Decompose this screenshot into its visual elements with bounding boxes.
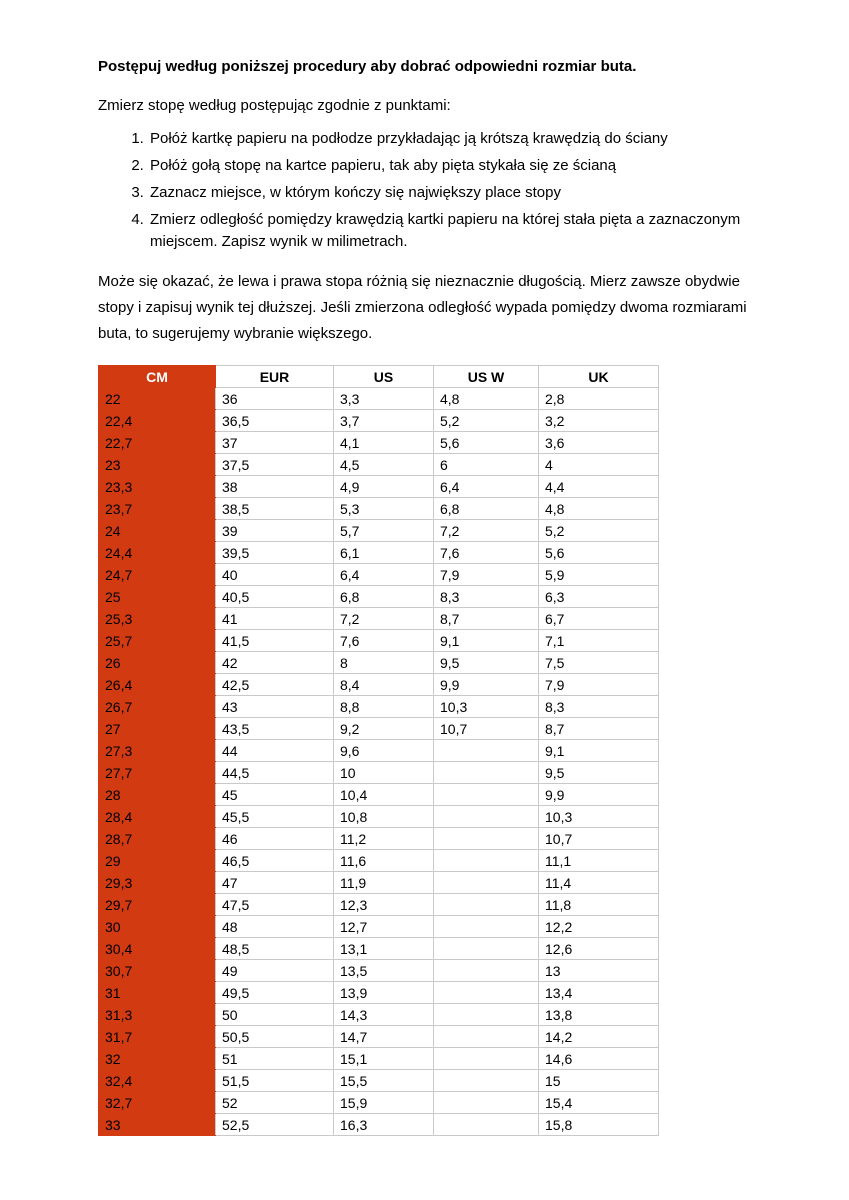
- cell: 14,6: [539, 1048, 659, 1070]
- cell-cm: 22,4: [99, 410, 216, 432]
- cell: 15,1: [334, 1048, 434, 1070]
- column-header-us-w: US W: [434, 366, 539, 388]
- advice-paragraph: Może się okazać, że lewa i prawa stopa różnią się nieznacznie długością. Mierz zawsze obydwie stopy i zapisuj wynik tej dłuższej. Jeśli zmierzona odległość wypada pomiędzy dwoma rozmiarami buta, to sugerujemy wybranie większego.: [98, 273, 747, 342]
- cell: 46,5: [216, 850, 334, 872]
- cell-cm: 27: [99, 718, 216, 740]
- cell: 6,1: [334, 542, 434, 564]
- table-row: [99, 1114, 659, 1136]
- cell: 7,9: [434, 564, 539, 586]
- cell: 6: [434, 454, 539, 476]
- table-row: [99, 762, 659, 784]
- cell-cm: 26,4: [99, 674, 216, 696]
- cell: 5,2: [434, 410, 539, 432]
- cell: [434, 1048, 539, 1070]
- table-header: [99, 366, 659, 388]
- header-row: [99, 366, 659, 388]
- cell: 6,8: [434, 498, 539, 520]
- cell: 36: [216, 388, 334, 410]
- table-row: [99, 916, 659, 938]
- cell: 15,9: [334, 1092, 434, 1114]
- cell: 13,1: [334, 938, 434, 960]
- table-row: [99, 608, 659, 630]
- table-row: [99, 674, 659, 696]
- cell-cm: 30,7: [99, 960, 216, 982]
- cell-cm: 22: [99, 388, 216, 410]
- cell: 9,2: [334, 718, 434, 740]
- cell-cm: 30: [99, 916, 216, 938]
- cell-cm: 28: [99, 784, 216, 806]
- table-row: [99, 542, 659, 564]
- cell-cm: 26: [99, 652, 216, 674]
- cell: [434, 1004, 539, 1026]
- cell: 51: [216, 1048, 334, 1070]
- cell-cm: 27,3: [99, 740, 216, 762]
- cell-cm: 23: [99, 454, 216, 476]
- cell: 9,1: [539, 740, 659, 762]
- table-row: [99, 410, 659, 432]
- cell: 10,4: [334, 784, 434, 806]
- cell: 5,2: [539, 520, 659, 542]
- cell: 4,8: [434, 388, 539, 410]
- cell: 47: [216, 872, 334, 894]
- cell: 43,5: [216, 718, 334, 740]
- cell: 49,5: [216, 982, 334, 1004]
- cell: [434, 938, 539, 960]
- cell-cm: 24,4: [99, 542, 216, 564]
- table-row: [99, 806, 659, 828]
- cell: 12,6: [539, 938, 659, 960]
- table-row: [99, 696, 659, 718]
- cell-cm: 23,7: [99, 498, 216, 520]
- cell: [434, 740, 539, 762]
- cell: 3,2: [539, 410, 659, 432]
- cell: 12,7: [334, 916, 434, 938]
- cell: [434, 784, 539, 806]
- cell: 13,9: [334, 982, 434, 1004]
- cell: 5,6: [539, 542, 659, 564]
- table-row: [99, 1026, 659, 1048]
- cell: 8,7: [434, 608, 539, 630]
- table-row: [99, 652, 659, 674]
- cell: [434, 850, 539, 872]
- cell: 4,4: [539, 476, 659, 498]
- cell: 15,8: [539, 1114, 659, 1136]
- cell-cm: 33: [99, 1114, 216, 1136]
- cell: 6,8: [334, 586, 434, 608]
- cell: 3,7: [334, 410, 434, 432]
- cell: [434, 828, 539, 850]
- step-item: 1. Połóż kartkę papieru na podłodze przykładając ją krótszą krawędzią do ściany: [148, 128, 749, 150]
- cell: 38: [216, 476, 334, 498]
- cell: 7,6: [434, 542, 539, 564]
- cell: 10,7: [539, 828, 659, 850]
- cell: [434, 916, 539, 938]
- cell: 45,5: [216, 806, 334, 828]
- cell: 52,5: [216, 1114, 334, 1136]
- table-row: [99, 850, 659, 872]
- cell: 9,5: [434, 652, 539, 674]
- table-row: [99, 872, 659, 894]
- cell-cm: 30,4: [99, 938, 216, 960]
- cell-cm: 29,3: [99, 872, 216, 894]
- cell: 15,5: [334, 1070, 434, 1092]
- cell: 48: [216, 916, 334, 938]
- cell: 6,3: [539, 586, 659, 608]
- table-row: [99, 938, 659, 960]
- table-row: [99, 520, 659, 542]
- cell-cm: 29,7: [99, 894, 216, 916]
- cell: 9,6: [334, 740, 434, 762]
- cell: [434, 982, 539, 1004]
- cell: 44: [216, 740, 334, 762]
- cell: 38,5: [216, 498, 334, 520]
- table-body: [99, 388, 659, 1136]
- cell: 13: [539, 960, 659, 982]
- cell: [434, 1026, 539, 1048]
- cell: 6,4: [434, 476, 539, 498]
- cell: 10,7: [434, 718, 539, 740]
- table-row: [99, 476, 659, 498]
- cell: 15,4: [539, 1092, 659, 1114]
- cell: 11,6: [334, 850, 434, 872]
- cell: 16,3: [334, 1114, 434, 1136]
- cell: 9,5: [539, 762, 659, 784]
- cell: 5,9: [539, 564, 659, 586]
- cell: 39: [216, 520, 334, 542]
- cell: 12,3: [334, 894, 434, 916]
- cell: 43: [216, 696, 334, 718]
- cell: 9,9: [539, 784, 659, 806]
- cell: 11,1: [539, 850, 659, 872]
- cell: 13,5: [334, 960, 434, 982]
- cell: 14,3: [334, 1004, 434, 1026]
- cell: 52: [216, 1092, 334, 1114]
- cell: 36,5: [216, 410, 334, 432]
- cell: 46: [216, 828, 334, 850]
- table-row: [99, 1004, 659, 1026]
- cell: 41: [216, 608, 334, 630]
- cell: 9,9: [434, 674, 539, 696]
- cell: 44,5: [216, 762, 334, 784]
- cell: 11,4: [539, 872, 659, 894]
- cell-cm: 28,7: [99, 828, 216, 850]
- table-row: [99, 1092, 659, 1114]
- cell: 9,1: [434, 630, 539, 652]
- table-row: [99, 740, 659, 762]
- cell-cm: 22,7: [99, 432, 216, 454]
- cell: 39,5: [216, 542, 334, 564]
- table-row: [99, 718, 659, 740]
- cell: 3,6: [539, 432, 659, 454]
- column-header-us: US: [334, 366, 434, 388]
- document-title: Postępuj według poniższej procedury aby dobrać odpowiedni rozmiar buta.: [98, 58, 637, 75]
- cell: 7,6: [334, 630, 434, 652]
- table-row: [99, 498, 659, 520]
- cell-cm: 25,3: [99, 608, 216, 630]
- cell: 37,5: [216, 454, 334, 476]
- cell-cm: 32,4: [99, 1070, 216, 1092]
- cell: 7,2: [334, 608, 434, 630]
- cell: 7,5: [539, 652, 659, 674]
- cell-cm: 32,7: [99, 1092, 216, 1114]
- cell: 15: [539, 1070, 659, 1092]
- cell: 4,5: [334, 454, 434, 476]
- cell-cm: 26,7: [99, 696, 216, 718]
- table-row: [99, 454, 659, 476]
- cell: [434, 872, 539, 894]
- cell: [434, 1070, 539, 1092]
- cell: [434, 894, 539, 916]
- cell-cm: 25: [99, 586, 216, 608]
- cell: 4: [539, 454, 659, 476]
- cell: 48,5: [216, 938, 334, 960]
- table-row: [99, 388, 659, 410]
- cell: 4,8: [539, 498, 659, 520]
- step-item: 4. Zmierz odległość pomiędzy krawędzią kartki papieru na której stała pięta a zaznaczonym miejscem. Zapisz wynik w milimetrach.: [148, 209, 749, 253]
- step-item: 3. Zaznacz miejsce, w którym kończy się największy place stopy: [148, 182, 749, 204]
- cell-cm: 24: [99, 520, 216, 542]
- cell: 12,2: [539, 916, 659, 938]
- cell: 50,5: [216, 1026, 334, 1048]
- table-row: [99, 894, 659, 916]
- shoe-size-table: [98, 365, 659, 1136]
- cell: 11,8: [539, 894, 659, 916]
- cell-cm: 32: [99, 1048, 216, 1070]
- cell: 8,7: [539, 718, 659, 740]
- column-header-uk: UK: [539, 366, 659, 388]
- cell: 11,9: [334, 872, 434, 894]
- cell-cm: 23,3: [99, 476, 216, 498]
- cell: 10,3: [434, 696, 539, 718]
- cell: 10,8: [334, 806, 434, 828]
- cell: 49: [216, 960, 334, 982]
- cell: 7,1: [539, 630, 659, 652]
- cell: [434, 806, 539, 828]
- cell: 8: [334, 652, 434, 674]
- table-row: [99, 1048, 659, 1070]
- cell: 11,2: [334, 828, 434, 850]
- cell-cm: 25,7: [99, 630, 216, 652]
- cell: 42: [216, 652, 334, 674]
- cell-cm: 28,4: [99, 806, 216, 828]
- cell: 50: [216, 1004, 334, 1026]
- cell: 7,2: [434, 520, 539, 542]
- cell: 10: [334, 762, 434, 784]
- cell-cm: 31: [99, 982, 216, 1004]
- table-row: [99, 982, 659, 1004]
- cell-cm: 24,7: [99, 564, 216, 586]
- steps-list: [98, 128, 749, 253]
- table-row: [99, 960, 659, 982]
- cell: [434, 1114, 539, 1136]
- cell: 8,4: [334, 674, 434, 696]
- table-row: [99, 784, 659, 806]
- cell: 7,9: [539, 674, 659, 696]
- cell-cm: 31,7: [99, 1026, 216, 1048]
- cell-cm: 31,3: [99, 1004, 216, 1026]
- table-row: [99, 630, 659, 652]
- cell: 41,5: [216, 630, 334, 652]
- cell: 6,7: [539, 608, 659, 630]
- cell: 40: [216, 564, 334, 586]
- cell: 42,5: [216, 674, 334, 696]
- cell: 14,2: [539, 1026, 659, 1048]
- cell: 10,3: [539, 806, 659, 828]
- intro-text: Zmierz stopę według postępując zgodnie z punktami:: [98, 97, 451, 114]
- cell: 4,1: [334, 432, 434, 454]
- cell: 13,8: [539, 1004, 659, 1026]
- cell: [434, 960, 539, 982]
- table-row: [99, 1070, 659, 1092]
- cell: [434, 762, 539, 784]
- table-row: [99, 586, 659, 608]
- cell: 45: [216, 784, 334, 806]
- cell: 5,6: [434, 432, 539, 454]
- table-row: [99, 828, 659, 850]
- cell-cm: 27,7: [99, 762, 216, 784]
- cell: 14,7: [334, 1026, 434, 1048]
- cell: 8,8: [334, 696, 434, 718]
- cell: 37: [216, 432, 334, 454]
- cell: 47,5: [216, 894, 334, 916]
- cell: 3,3: [334, 388, 434, 410]
- cell: 13,4: [539, 982, 659, 1004]
- cell: 4,9: [334, 476, 434, 498]
- column-header-eur: EUR: [216, 366, 334, 388]
- cell: 6,4: [334, 564, 434, 586]
- cell: [434, 1092, 539, 1114]
- cell: 51,5: [216, 1070, 334, 1092]
- cell-cm: 29: [99, 850, 216, 872]
- cell: 8,3: [539, 696, 659, 718]
- cell: 8,3: [434, 586, 539, 608]
- table-row: [99, 564, 659, 586]
- cell: 40,5: [216, 586, 334, 608]
- column-header-cm: CM: [99, 366, 216, 388]
- table-row: [99, 432, 659, 454]
- cell: 5,3: [334, 498, 434, 520]
- cell: 5,7: [334, 520, 434, 542]
- cell: 2,8: [539, 388, 659, 410]
- step-item: 2. Połóż gołą stopę na kartce papieru, tak aby pięta stykała się ze ścianą: [148, 155, 749, 177]
